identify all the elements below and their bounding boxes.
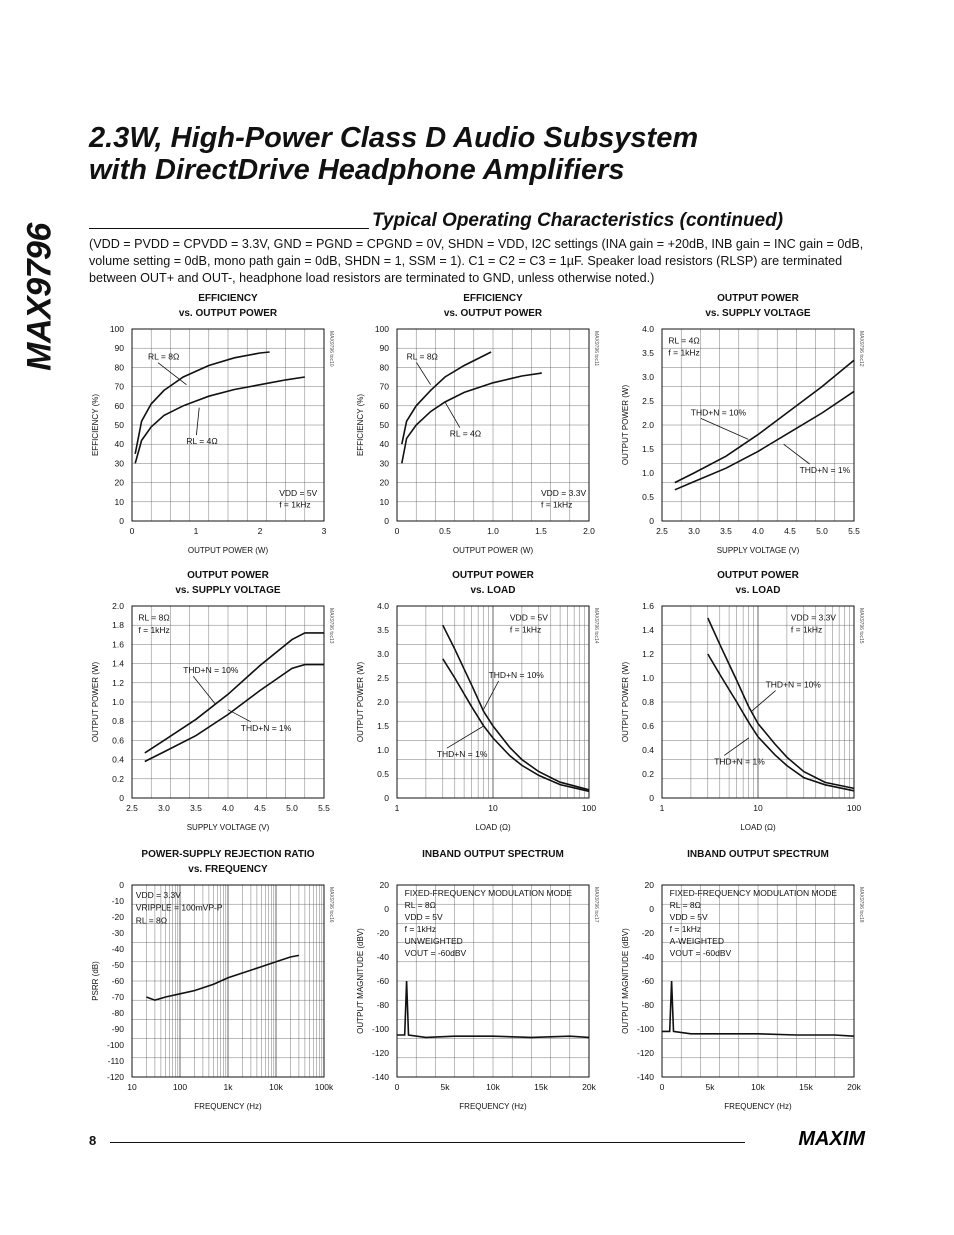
y-tick-label: -110 (107, 1056, 124, 1066)
x-axis-label: FREQUENCY (Hz) (194, 1102, 262, 1111)
y-axis-label: PSRR (dB) (91, 961, 100, 1001)
series-line (675, 391, 854, 489)
series-line (145, 633, 324, 753)
y-tick-label: 4.0 (642, 324, 654, 334)
y-tick-label: 1.6 (112, 639, 124, 650)
y-tick-label: -50 (111, 960, 124, 970)
annotation-label: RL = 4Ω (186, 436, 218, 447)
y-tick-label: 0.2 (642, 769, 654, 779)
annotation-arrow (484, 681, 499, 709)
x-tick-label: 4.0 (752, 526, 764, 536)
y-tick-label: -60 (111, 976, 124, 986)
chart-title-line: vs. SUPPLY VOLTAGE (705, 308, 811, 319)
section-heading: Typical Operating Characteristics (continued) (372, 210, 784, 231)
x-axis-label: LOAD (Ω) (475, 823, 511, 832)
figure-id: MAX9796 toc11 (593, 331, 599, 367)
side-part-number: MAX9796 (20, 223, 59, 371)
x-axis-label: FREQUENCY (Hz) (724, 1102, 792, 1111)
y-tick-label: 80 (379, 362, 389, 373)
annotation-label: THD+N = 10% (488, 670, 544, 680)
x-tick-label: 4.0 (222, 803, 234, 813)
y-axis-label: OUTPUT POWER (W) (91, 661, 100, 743)
y-tick-label: -40 (641, 952, 654, 962)
y-tick-label: -100 (636, 1024, 654, 1034)
x-tick-label: 3.5 (720, 526, 732, 536)
annotation-label: UNWEIGHTED (404, 935, 463, 946)
y-tick-label: 3.0 (377, 649, 389, 659)
annotation-label: THD+N = 10% (690, 407, 747, 418)
x-tick-label: 5.0 (286, 803, 298, 813)
annotation-label: THD+N = 10% (183, 665, 239, 676)
annotation-label: f = 1kHz (509, 624, 542, 635)
y-tick-label: -10 (111, 896, 124, 906)
document-title (89, 122, 909, 186)
y-tick-label: 2.0 (377, 697, 389, 707)
y-tick-label: 1.0 (642, 673, 654, 683)
annotation-label: RL = 8Ω (138, 612, 170, 623)
annotation-label: VRIPPLE = 100mVP-P (135, 902, 223, 913)
figure-id: MAX9796 toc15 (858, 608, 864, 644)
x-tick-label: 4.5 (784, 526, 796, 536)
y-tick-label: -20 (641, 928, 654, 938)
svg-text:MAXIM: MAXIM (798, 1128, 865, 1148)
x-tick-label: 20k (582, 1082, 596, 1092)
y-tick-label: -40 (111, 944, 124, 954)
y-tick-label: 20 (114, 477, 124, 488)
y-tick-label: 0 (119, 793, 124, 803)
y-tick-label: 0 (384, 793, 389, 803)
x-tick-label: 10 (127, 1082, 137, 1092)
x-tick-label: 4.5 (254, 803, 266, 813)
x-tick-label: 100k (314, 1082, 334, 1092)
y-tick-label: -80 (641, 1000, 654, 1010)
x-axis-label: FREQUENCY (Hz) (459, 1102, 527, 1111)
maxim-logo (757, 1128, 867, 1148)
y-tick-label: -100 (371, 1024, 389, 1034)
y-tick-label: 0 (119, 516, 124, 526)
x-tick-label: 0 (659, 1082, 665, 1092)
chart-title-line: vs. OUTPUT POWER (178, 308, 278, 319)
y-tick-label: 1.4 (112, 658, 124, 669)
y-tick-label: 0.6 (642, 721, 654, 731)
annotation-label: RL = 4Ω (668, 335, 700, 346)
y-tick-label: -80 (111, 1008, 124, 1018)
x-tick-label: 20k (847, 1082, 861, 1092)
y-tick-label: -60 (376, 976, 389, 986)
chart-title-line: EFFICIENCY (198, 293, 258, 304)
annotation-label: VDD = 5V (509, 612, 548, 623)
annotation-label: VDD = 3.3V (541, 488, 587, 499)
annotation-label: FIXED-FREQUENCY MODULATION MODE (404, 887, 573, 898)
page-number: 8 (89, 1133, 97, 1148)
x-tick-label: 10k (486, 1082, 500, 1092)
y-tick-label: -100 (106, 1040, 124, 1050)
annotation-label: VDD = 5V (669, 911, 708, 922)
y-tick-label: 0 (649, 793, 654, 803)
x-tick-label: 0 (129, 526, 135, 536)
footer-rule (110, 1142, 745, 1143)
figure-id: MAX9796 toc10 (328, 331, 334, 367)
x-tick-label: 5k (705, 1082, 715, 1092)
x-tick-label: 2.0 (583, 526, 595, 536)
y-tick-label: 1.0 (112, 697, 124, 707)
y-tick-label: 2.0 (642, 420, 654, 430)
chart-power-vs-supply-8ohm (82, 564, 352, 844)
x-tick-label: 0 (394, 1082, 400, 1092)
y-tick-label: 1.5 (377, 721, 389, 731)
x-tick-label: 15k (799, 1082, 813, 1092)
x-tick-label: 5.0 (816, 526, 828, 536)
annotation-label: THD+N = 1% (799, 465, 851, 475)
annotation-label: RL = 4Ω (449, 428, 482, 439)
x-tick-label: 10k (269, 1082, 283, 1092)
annotation-label: f = 1kHz (790, 624, 823, 635)
x-tick-label: 0 (394, 526, 400, 536)
x-tick-label: 5.5 (848, 526, 860, 536)
y-tick-label: 90 (379, 343, 389, 354)
y-tick-label: 3.0 (642, 372, 654, 382)
chart-psrr (82, 843, 352, 1123)
y-axis-label: OUTPUT POWER (W) (621, 384, 630, 466)
y-tick-label: 40 (114, 439, 124, 450)
y-tick-label: 50 (114, 420, 124, 430)
y-tick-label: -120 (106, 1072, 124, 1082)
annotation-arrow (158, 363, 186, 385)
y-tick-label: -90 (111, 1024, 124, 1034)
annotation-label: f = 1kHz (669, 923, 702, 934)
series-line (402, 372, 541, 463)
series-line (443, 625, 589, 790)
y-tick-label: 30 (114, 458, 124, 469)
figure-id: MAX9796 toc17 (593, 887, 599, 923)
annotation-label: A-WEIGHTED (669, 935, 724, 946)
annotation-label: THD+N = 1% (240, 722, 292, 733)
chart-title-line: POWER-SUPPLY REJECTION RATIO (141, 849, 315, 860)
y-tick-label: 0.8 (112, 716, 124, 727)
y-tick-label: 0 (384, 516, 389, 526)
y-tick-label: 1.0 (642, 468, 654, 478)
chart-title-line: OUTPUT POWER (187, 570, 269, 581)
annotation-label: f = 1kHz (541, 499, 573, 510)
y-tick-label: 0.5 (377, 769, 389, 779)
series-line (708, 654, 854, 791)
y-tick-label: -70 (111, 992, 124, 1002)
chart-power-vs-load-3v3 (612, 564, 882, 844)
chart-title-line: vs. LOAD (735, 585, 781, 596)
y-tick-label: 1.8 (112, 620, 124, 631)
chart-title-line: INBAND OUTPUT SPECTRUM (687, 849, 829, 860)
y-tick-label: 0 (384, 904, 389, 914)
y-tick-label: 20 (644, 880, 654, 890)
chart-title-line: INBAND OUTPUT SPECTRUM (422, 849, 564, 860)
y-tick-label: 0.2 (112, 773, 124, 784)
annotation-label: RL = 8Ω (406, 351, 438, 362)
y-tick-label: 2.5 (377, 673, 389, 683)
x-tick-label: 0.5 (439, 526, 451, 536)
x-tick-label: 1 (193, 526, 199, 536)
y-tick-label: 40 (379, 439, 389, 450)
x-tick-label: 1k (223, 1082, 233, 1092)
x-axis-label: LOAD (Ω) (740, 823, 776, 832)
y-tick-label: 80 (114, 362, 124, 373)
annotation-arrow (701, 418, 749, 439)
x-tick-label: 3 (321, 526, 327, 536)
chart-title-line: vs. SUPPLY VOLTAGE (175, 585, 281, 596)
y-tick-label: -140 (636, 1072, 654, 1082)
y-tick-label: 2.0 (112, 601, 124, 611)
chart-title-line: OUTPUT POWER (717, 570, 799, 581)
annotation-label: RL = 8Ω (148, 351, 180, 362)
x-tick-label: 10k (751, 1082, 765, 1092)
y-tick-label: -20 (376, 928, 389, 938)
y-tick-label: -120 (636, 1048, 654, 1058)
y-tick-label: 3.5 (642, 348, 654, 358)
y-tick-label: 0.6 (112, 735, 124, 746)
y-tick-label: 3.5 (377, 625, 389, 635)
x-axis-label: SUPPLY VOLTAGE (V) (716, 546, 800, 555)
y-tick-label: 60 (379, 400, 389, 411)
y-tick-label: -120 (371, 1048, 389, 1058)
chart-power-vs-load-5v (347, 564, 617, 844)
annotation-label: THD+N = 1% (436, 749, 488, 760)
x-axis-label: OUTPUT POWER (W) (187, 546, 269, 555)
x-tick-label: 2.5 (656, 526, 668, 536)
chart-title-line: EFFICIENCY (463, 293, 523, 304)
y-tick-label: 1.6 (642, 601, 654, 611)
x-tick-label: 5.5 (318, 803, 330, 813)
y-tick-label: 1.2 (642, 649, 654, 659)
annotation-label: RL = 8Ω (135, 915, 168, 926)
y-tick-label: 60 (114, 400, 124, 411)
section-rule (89, 228, 369, 229)
y-tick-label: -30 (111, 928, 124, 938)
figure-id: MAX9796 toc16 (328, 887, 334, 923)
y-axis-label: EFFICIENCY (%) (356, 393, 365, 457)
y-tick-label: 0 (649, 516, 654, 526)
y-tick-label: 1.4 (642, 625, 654, 635)
annotation-label: VDD = 5V (404, 911, 443, 922)
annotation-arrow (417, 363, 431, 385)
chart-efficiency-3v3 (347, 287, 617, 567)
x-tick-label: 100 (581, 803, 597, 813)
annotation-arrow (193, 676, 215, 704)
chart-spectrum-a-weighted (612, 843, 882, 1123)
figure-id: MAX9796 toc14 (593, 608, 599, 644)
annotation-label: VDD = 3.3V (790, 612, 836, 623)
chart-title-line: OUTPUT POWER (717, 293, 799, 304)
annotation-label: THD+N = 10% (765, 679, 821, 690)
annotation-label: VOUT = -60dBV (669, 947, 732, 958)
y-tick-label: 1.5 (642, 444, 654, 454)
y-tick-label: 0.5 (642, 492, 654, 502)
annotation-label: VDD = 5V (279, 488, 318, 499)
annotation-label: f = 1kHz (279, 499, 311, 510)
x-tick-label: 100 (846, 803, 862, 813)
y-tick-label: 4.0 (377, 601, 389, 611)
x-tick-label: 1.5 (535, 526, 547, 536)
chart-title-line: vs. LOAD (470, 585, 516, 596)
x-tick-label: 10 (488, 803, 498, 813)
chart-power-vs-supply-4ohm (612, 287, 882, 567)
annotation-label: f = 1kHz (668, 347, 700, 358)
annotation-label: f = 1kHz (404, 923, 437, 934)
y-tick-label: -140 (371, 1072, 389, 1082)
y-tick-label: -40 (376, 952, 389, 962)
chart-title-line: vs. FREQUENCY (188, 864, 268, 875)
chart-title-line: vs. OUTPUT POWER (443, 308, 543, 319)
x-tick-label: 2.5 (126, 803, 138, 813)
x-tick-label: 1.0 (487, 526, 499, 536)
figure-id: MAX9796 toc13 (328, 608, 334, 644)
y-tick-label: -80 (376, 1000, 389, 1010)
y-axis-label: OUTPUT POWER (W) (356, 661, 365, 743)
x-tick-label: 3.5 (190, 803, 202, 813)
annotation-label: VDD = 3.3V (135, 889, 181, 900)
annotation-label: RL = 8Ω (669, 899, 702, 910)
y-axis-label: EFFICIENCY (%) (91, 393, 100, 457)
y-tick-label: 0.4 (112, 754, 124, 765)
annotation-label: FIXED-FREQUENCY MODULATION MODE (669, 887, 838, 898)
y-tick-label: 0 (649, 904, 654, 914)
y-tick-label: 30 (379, 458, 389, 469)
y-tick-label: 100 (109, 324, 124, 334)
y-axis-label: OUTPUT MAGNITUDE (dBV) (356, 928, 365, 1034)
annotation-label: RL = 8Ω (404, 899, 437, 910)
x-tick-label: 3.0 (688, 526, 700, 536)
title-line-2: with DirectDrive Headphone Amplifiers (89, 154, 625, 186)
x-tick-label: 1 (659, 803, 665, 813)
y-tick-label: 20 (379, 880, 389, 890)
x-tick-label: 1 (394, 803, 400, 813)
annotation-arrow (751, 691, 775, 712)
annotation-label: THD+N = 1% (714, 756, 765, 767)
y-tick-label: 10 (379, 496, 389, 507)
y-tick-label: 90 (114, 343, 124, 354)
y-tick-label: 20 (379, 477, 389, 488)
x-axis-label: SUPPLY VOLTAGE (V) (186, 823, 270, 832)
annotation-arrow (196, 408, 199, 435)
test-conditions: (VDD = PVDD = CPVDD = 3.3V, GND = PGND = CPGND = 0V, SHDN = VDD, I2C settings (INA gain = +20dB, INB gain = INC gain = 0dB, volume setting = 0dB, mono path gain = 0dB, SHDN = 1, SSM = 1). C1 = C2 = C3 = 1µF. Speaker load resistors (RLSP) are terminated between OUT+ and OUT-, headphone load resistors are terminated to GND, unless otherwise noted.) (89, 237, 864, 285)
x-tick-label: 5k (440, 1082, 450, 1092)
y-tick-label: 70 (379, 381, 389, 392)
y-tick-label: 100 (374, 324, 389, 334)
figure-id: MAX9796 toc18 (858, 887, 864, 923)
y-tick-label: 0 (119, 880, 124, 890)
x-tick-label: 10 (753, 803, 763, 813)
y-tick-label: 50 (379, 420, 389, 430)
x-tick-label: 3.0 (158, 803, 170, 813)
series-line (135, 377, 305, 463)
y-tick-label: -20 (111, 912, 124, 922)
annotation-arrow (724, 738, 748, 755)
chart-spectrum-unweighted (347, 843, 617, 1123)
y-tick-label: -60 (641, 976, 654, 986)
y-axis-label: OUTPUT MAGNITUDE (dBV) (621, 928, 630, 1034)
x-axis-label: OUTPUT POWER (W) (452, 546, 534, 555)
y-tick-label: 1.2 (112, 677, 124, 688)
x-tick-label: 100 (172, 1082, 188, 1092)
chart-efficiency-5v (82, 287, 352, 567)
y-tick-label: 70 (114, 381, 124, 392)
x-tick-label: 2 (257, 526, 263, 536)
x-tick-label: 15k (534, 1082, 548, 1092)
annotation-label: f = 1kHz (138, 624, 170, 635)
y-tick-label: 0.4 (642, 745, 654, 755)
y-tick-label: 1.0 (377, 745, 389, 755)
annotation-label: VOUT = -60dBV (404, 947, 467, 958)
y-tick-label: 0.8 (642, 697, 654, 707)
y-axis-label: OUTPUT POWER (W) (621, 661, 630, 743)
y-tick-label: 10 (114, 496, 124, 507)
figure-id: MAX9796 toc12 (858, 331, 864, 367)
title-line-1: 2.3W, High-Power Class D Audio Subsystem (89, 122, 699, 154)
y-tick-label: 2.5 (642, 396, 654, 406)
chart-title-line: OUTPUT POWER (452, 570, 534, 581)
